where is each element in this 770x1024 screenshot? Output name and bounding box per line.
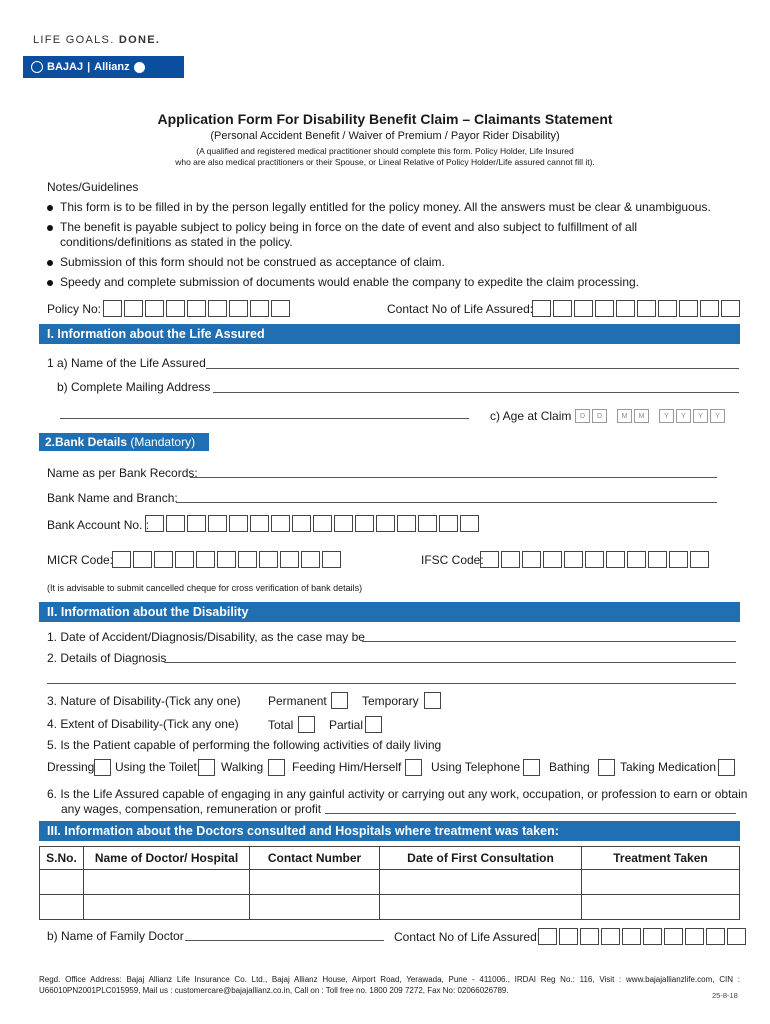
life-assured-name-label: 1 a) Name of the Life Assured xyxy=(47,356,206,370)
activity-telephone-checkbox[interactable] xyxy=(523,759,540,776)
micr-code-label: MICR Code: xyxy=(47,553,114,567)
guideline-item: The benefit is payable subject to policy being in force on the date of event and also subject to fulfillment of all xyxy=(60,220,638,234)
tagline: LIFE GOALS. DONE. xyxy=(33,34,161,46)
section-doctors-header: III. Information about the Doctors consulted and Hospitals where treatment was taken: xyxy=(39,821,740,841)
guidelines-heading: Notes/Guidelines xyxy=(47,180,139,194)
section-bank-details-header: 2.Bank Details (Mandatory) xyxy=(39,433,209,451)
life-assured-name-field[interactable] xyxy=(206,368,739,369)
mailing-address-label: b) Complete Mailing Address xyxy=(57,380,211,394)
guideline-item: Submission of this form should not be construed as acceptance of claim. xyxy=(60,255,445,269)
bank-branch-field[interactable] xyxy=(176,502,717,503)
activity-walking-checkbox[interactable] xyxy=(268,759,285,776)
temporary-checkbox[interactable] xyxy=(424,692,441,709)
activity-medication-checkbox[interactable] xyxy=(718,759,735,776)
contact-no-boxes[interactable] xyxy=(532,300,742,317)
activity-bathing-label: Bathing xyxy=(549,760,590,774)
partial-checkbox[interactable] xyxy=(365,716,382,733)
doctors-table xyxy=(39,846,740,920)
activity-toilet-checkbox[interactable] xyxy=(198,759,215,776)
form-subtitle: (Personal Accident Benefit / Waiver of Premium / Payor Rider Disability) xyxy=(210,130,560,142)
ifsc-code-boxes[interactable] xyxy=(480,551,711,568)
form-title: Application Form For Disability Benefit Claim – Claimants Statement xyxy=(157,111,613,127)
bajaj-allianz-logo: BAJAJ | Allianz xyxy=(23,56,184,78)
activity-dressing-label: Dressing xyxy=(47,760,95,774)
permanent-label: Permanent xyxy=(268,694,327,708)
gainful-activity-field[interactable] xyxy=(325,813,736,814)
registered-office-address: Regd. Office Address: Bajaj Allianz Life Insurance Co. Ltd., Bajaj Allianz House, Airport Road, Yerawada, Pune - 411006., IRDAI Reg No.: 116, Visit : www.bajajallianzlife.com, CIN : U66010PN2001PLC015959, Mail us : customercare@bajajallianz.co.in, Call on : Toll free no. 1800 209 7272, Fax No: 02066026789. xyxy=(39,975,740,995)
bullet-icon xyxy=(47,205,53,211)
bank-name-records-field[interactable] xyxy=(190,477,717,478)
bullet-icon xyxy=(47,225,53,231)
activity-telephone-label: Using Telephone xyxy=(431,760,521,774)
col-treatment-taken: Treatment Taken xyxy=(582,847,740,870)
total-label: Total xyxy=(268,718,294,732)
col-doctor-hospital: Name of Doctor/ Hospital xyxy=(84,847,250,870)
extent-disability-label: 4. Extent of Disability-(Tick any one) xyxy=(47,717,239,731)
col-first-consultation: Date of First Consultation xyxy=(380,847,582,870)
practitioner-note: (A qualified and registered medical practitioner should complete this form. Policy Holder, Life Insured who are also medical practitioners or their Spouse, or Lineal Relative of Policy Holder/Life assured cannot fill it). xyxy=(175,146,595,167)
partial-label: Partial xyxy=(329,718,364,732)
allianz-eagle-icon xyxy=(134,62,145,73)
bank-name-records-label: Name as per Bank Records: xyxy=(47,466,198,480)
family-doctor-field[interactable] xyxy=(185,940,384,941)
table-row[interactable] xyxy=(40,895,740,920)
bajaj-emblem-icon xyxy=(31,61,43,73)
mailing-address-field[interactable] xyxy=(213,392,739,393)
mailing-address-field-2[interactable] xyxy=(60,418,469,419)
diagnosis-field-2[interactable] xyxy=(47,683,736,684)
form-version: 25-8-18 xyxy=(712,991,738,1000)
family-contact-label: Contact No of Life Assured: xyxy=(394,930,541,944)
bullet-icon xyxy=(47,280,53,286)
activity-toilet-label: Using the Toilet xyxy=(115,760,197,774)
activity-feeding-checkbox[interactable] xyxy=(405,759,422,776)
total-checkbox[interactable] xyxy=(298,716,315,733)
activity-feeding-label: Feeding Him/Herself xyxy=(292,760,402,774)
activity-medication-label: Taking Medication xyxy=(620,760,717,774)
guideline-item: Speedy and complete submission of documents would enable the company to expedite the claim processing. xyxy=(60,275,640,289)
ifsc-code-label: IFSC Code: xyxy=(421,553,484,567)
col-contact-number: Contact Number xyxy=(250,847,380,870)
contact-no-label: Contact No of Life Assured: xyxy=(387,302,534,316)
guideline-item: This form is to be filled in by the person legally entitled for the policy money. All the answers must be clear & unambiguous. xyxy=(60,200,711,214)
policy-no-label: Policy No: xyxy=(47,302,102,316)
table-row[interactable] xyxy=(40,870,740,895)
nature-disability-label: 3. Nature of Disability-(Tick any one) xyxy=(47,694,241,708)
guideline-item-cont: conditions/definitions as stated in the policy. xyxy=(60,235,293,249)
policy-no-boxes[interactable] xyxy=(103,300,292,317)
diagnosis-field[interactable] xyxy=(164,662,736,663)
activity-dressing-checkbox[interactable] xyxy=(94,759,111,776)
accident-date-label: 1. Date of Accident/Diagnosis/Disability, as the case may be xyxy=(47,630,365,644)
table-header-row xyxy=(40,847,740,870)
section-disability-header: II. Information about the Disability xyxy=(39,602,740,622)
diagnosis-label: 2. Details of Diagnosis xyxy=(47,651,167,665)
bank-account-boxes[interactable] xyxy=(145,515,481,532)
col-sno: S.No. xyxy=(40,847,84,870)
permanent-checkbox[interactable] xyxy=(331,692,348,709)
bank-branch-label: Bank Name and Branch: xyxy=(47,491,178,505)
temporary-label: Temporary xyxy=(362,694,419,708)
age-at-claim-label: c) Age at Claim xyxy=(490,409,572,423)
age-at-claim-date[interactable]: D D M M Y Y Y Y xyxy=(575,409,727,423)
cheque-note: (It is advisable to submit cancelled cheque for cross verification of bank details) xyxy=(47,583,363,593)
gainful-activity-label-cont: any wages, compensation, remuneration or profit xyxy=(61,802,322,816)
bank-account-label: Bank Account No. : xyxy=(47,518,150,532)
bullet-icon xyxy=(47,260,53,266)
micr-code-boxes[interactable] xyxy=(112,551,343,568)
family-contact-boxes[interactable] xyxy=(538,928,748,945)
activity-walking-label: Walking xyxy=(221,760,264,774)
accident-date-field[interactable] xyxy=(362,641,736,642)
activity-bathing-checkbox[interactable] xyxy=(598,759,615,776)
section-life-assured-header: I. Information about the Life Assured xyxy=(39,324,740,344)
daily-living-label: 5. Is the Patient capable of performing the following activities of daily living xyxy=(47,738,442,752)
family-doctor-label: b) Name of Family Doctor xyxy=(47,929,184,943)
gainful-activity-label: 6. Is the Life Assured capable of engaging in any gainful activity or carrying out any work, occupation, or profession to earn or obtain xyxy=(47,787,748,801)
